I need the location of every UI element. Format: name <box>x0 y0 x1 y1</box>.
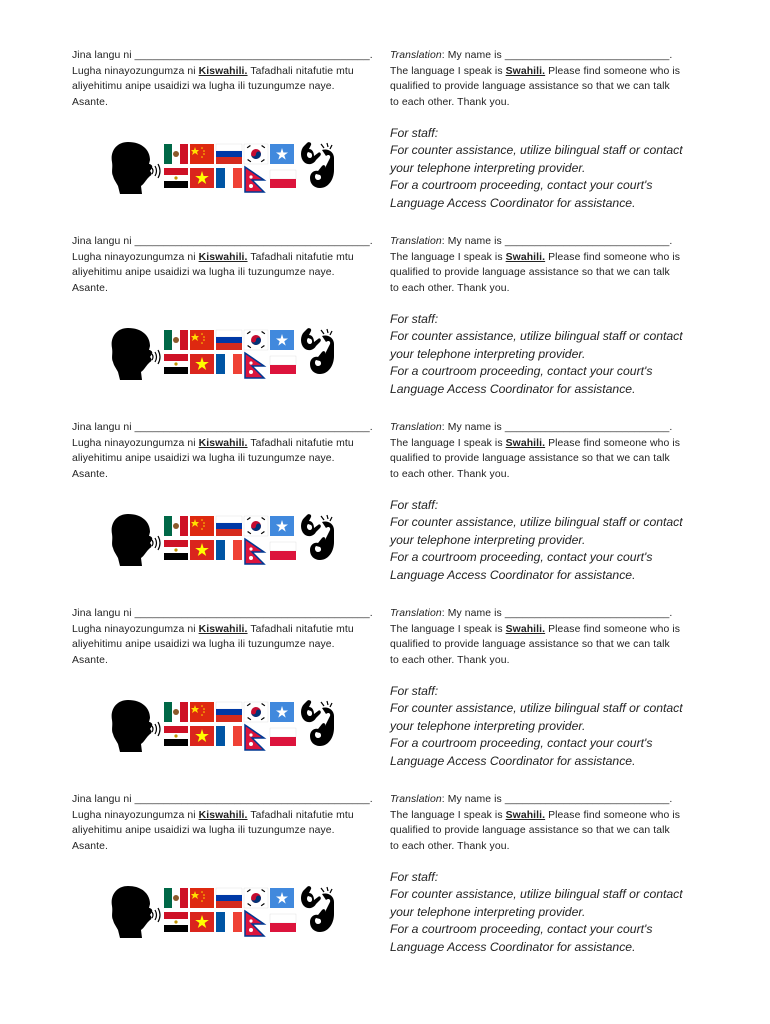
english-translation <box>390 48 710 110</box>
english-thanks: to each other. Thank you. <box>390 96 510 108</box>
swahili-request-text-2: aliyehitimu anipe usaidizi wa lugha ili tuzungumze naye. <box>72 453 335 465</box>
staff-heading: For staff: <box>390 312 439 326</box>
english-language-name: Swahili. <box>505 623 546 635</box>
sign-language-icon <box>301 142 334 188</box>
english-name-blank: ____________________________. <box>504 422 673 433</box>
sound-waves-icon <box>152 350 160 364</box>
translation-label: Translation <box>390 422 442 433</box>
english-language-name: Swahili. <box>505 65 546 77</box>
english-thanks: to each other. Thank you. <box>390 282 510 294</box>
swahili-name-blank: ________________________________________. <box>134 608 373 619</box>
english-language-label: The language I speak is <box>390 65 506 77</box>
staff-instructions <box>390 311 710 398</box>
swahili-language-name: Kiswahili. <box>198 65 248 77</box>
swahili-language-name: Kiswahili. <box>198 809 248 821</box>
sign-language-icon <box>301 328 334 374</box>
swahili-thanks: Asante. <box>72 840 108 852</box>
language-icons <box>108 884 348 940</box>
swahili-name-blank: ________________________________________. <box>134 236 373 247</box>
flag-nepal-icon <box>245 911 264 936</box>
staff-line-3: For a courtroom proceeding, contact your court's <box>390 550 653 565</box>
flag-china-icon <box>190 330 214 350</box>
swahili-request-text: Tafadhali nitafutie mtu <box>247 809 354 821</box>
sign-language-icon <box>301 886 334 932</box>
swahili-language-label: Lugha ninayozungumza ni <box>72 809 199 821</box>
flag-poland-icon <box>270 356 296 374</box>
staff-heading: For staff: <box>390 684 439 698</box>
english-name-label: : My name is <box>441 422 505 433</box>
flag-mexico-icon <box>164 702 188 722</box>
english-request-text-2: qualified to provide language assistance so that we can talk <box>390 825 670 837</box>
staff-heading: For staff: <box>390 498 439 512</box>
swahili-name-blank: ________________________________________. <box>134 422 373 433</box>
swahili-thanks: Asante. <box>72 468 108 480</box>
swahili-name-label: Jina langu ni <box>72 794 135 805</box>
english-thanks: to each other. Thank you. <box>390 840 510 852</box>
flag-nepal-icon <box>245 539 264 564</box>
english-request-text-2: qualified to provide language assistance so that we can talk <box>390 639 670 651</box>
flag-russia-icon <box>216 702 242 722</box>
swahili-name-blank: ________________________________________. <box>134 50 373 61</box>
swahili-language-label: Lugha ninayozungumza ni <box>72 65 199 77</box>
english-language-label: The language I speak is <box>390 251 506 263</box>
flag-poland-icon <box>270 914 296 932</box>
staff-line-1: For counter assistance, utilize bilingual staff or contact <box>390 329 683 344</box>
swahili-name-blank: ________________________________________. <box>134 794 373 805</box>
flag-mexico-icon <box>164 144 188 164</box>
flag-mexico-icon <box>164 888 188 908</box>
flag-egypt-icon <box>164 168 188 188</box>
flag-korea-icon <box>244 888 268 908</box>
staff-heading: For staff: <box>390 870 439 884</box>
swahili-request-text: Tafadhali nitafutie mtu <box>247 437 354 449</box>
staff-line-3: For a courtroom proceeding, contact your court's <box>390 178 653 193</box>
speaking-head-icon <box>112 886 153 938</box>
swahili-thanks: Asante. <box>72 282 108 294</box>
english-request-text-2: qualified to provide language assistance so that we can talk <box>390 453 670 465</box>
english-request-text: Please find someone who is <box>545 251 681 263</box>
staff-line-2: your telephone interpreting provider. <box>390 904 586 919</box>
swahili-language-label: Lugha ninayozungumza ni <box>72 623 199 635</box>
swahili-request-text-2: aliyehitimu anipe usaidizi wa lugha ili tuzungumze naye. <box>72 639 335 651</box>
language-card-3 <box>0 420 770 606</box>
flag-egypt-icon <box>164 726 188 746</box>
english-name-label: : My name is <box>441 608 505 619</box>
sound-waves-icon <box>152 722 160 736</box>
flag-china-icon <box>190 516 214 536</box>
flag-somalia-icon <box>270 888 294 908</box>
flag-somalia-icon <box>270 330 294 350</box>
english-name-blank: ____________________________. <box>504 50 673 61</box>
english-language-name: Swahili. <box>505 437 546 449</box>
english-name-blank: ____________________________. <box>504 236 673 247</box>
flag-france-icon <box>216 540 242 560</box>
flag-egypt-icon <box>164 354 188 374</box>
flag-china-icon <box>190 144 214 164</box>
staff-line-3: For a courtroom proceeding, contact your court's <box>390 364 653 379</box>
english-name-blank: ____________________________. <box>504 794 673 805</box>
english-request-text: Please find someone who is <box>545 809 681 821</box>
flag-poland-icon <box>270 170 296 188</box>
flag-china-icon <box>190 888 214 908</box>
flag-russia-icon <box>216 516 242 536</box>
speaking-head-icon <box>112 700 153 752</box>
english-name-label: : My name is <box>441 50 505 61</box>
flag-somalia-icon <box>270 144 294 164</box>
staff-line-2: your telephone interpreting provider. <box>390 346 586 361</box>
swahili-text <box>72 606 384 668</box>
english-request-text: Please find someone who is <box>545 437 681 449</box>
flag-france-icon <box>216 354 242 374</box>
english-language-label: The language I speak is <box>390 809 506 821</box>
swahili-request-text: Tafadhali nitafutie mtu <box>247 251 354 263</box>
english-language-label: The language I speak is <box>390 437 506 449</box>
language-card-2 <box>0 234 770 420</box>
flag-mexico-icon <box>164 330 188 350</box>
english-request-text-2: qualified to provide language assistance so that we can talk <box>390 267 670 279</box>
english-language-name: Swahili. <box>505 251 546 263</box>
flag-poland-icon <box>270 728 296 746</box>
swahili-request-text-2: aliyehitimu anipe usaidizi wa lugha ili tuzungumze naye. <box>72 825 335 837</box>
swahili-language-name: Kiswahili. <box>198 623 248 635</box>
staff-instructions <box>390 125 710 212</box>
swahili-name-label: Jina langu ni <box>72 608 135 619</box>
english-thanks: to each other. Thank you. <box>390 654 510 666</box>
english-translation <box>390 606 710 668</box>
english-translation <box>390 234 710 296</box>
staff-line-1: For counter assistance, utilize bilingual staff or contact <box>390 887 683 902</box>
english-translation <box>390 792 710 854</box>
swahili-text <box>72 420 384 482</box>
sign-language-icon <box>301 514 334 560</box>
swahili-language-name: Kiswahili. <box>198 437 248 449</box>
sound-waves-icon <box>152 164 160 178</box>
english-language-label: The language I speak is <box>390 623 506 635</box>
language-icons <box>108 326 348 382</box>
english-name-label: : My name is <box>441 794 505 805</box>
speaking-head-icon <box>112 514 153 566</box>
sound-waves-icon <box>152 536 160 550</box>
staff-instructions <box>390 683 710 770</box>
swahili-name-label: Jina langu ni <box>72 422 135 433</box>
translation-label: Translation <box>390 794 442 805</box>
staff-line-4: Language Access Coordinator for assistance. <box>390 381 636 396</box>
staff-line-2: your telephone interpreting provider. <box>390 160 586 175</box>
flag-korea-icon <box>244 144 268 164</box>
flag-korea-icon <box>244 702 268 722</box>
swahili-text <box>72 792 384 854</box>
language-card-1 <box>0 48 770 234</box>
language-icons <box>108 512 348 568</box>
translation-label: Translation <box>390 236 442 247</box>
english-request-text-2: qualified to provide language assistance so that we can talk <box>390 81 670 93</box>
language-icons <box>108 698 348 754</box>
swahili-name-label: Jina langu ni <box>72 50 135 61</box>
staff-instructions <box>390 869 710 956</box>
language-card-5 <box>0 792 770 978</box>
staff-line-1: For counter assistance, utilize bilingual staff or contact <box>390 143 683 158</box>
swahili-thanks: Asante. <box>72 96 108 108</box>
swahili-request-text: Tafadhali nitafutie mtu <box>247 623 354 635</box>
flag-korea-icon <box>244 330 268 350</box>
flag-vietnam-icon <box>190 168 214 188</box>
staff-line-4: Language Access Coordinator for assistance. <box>390 567 636 582</box>
flag-somalia-icon <box>270 516 294 536</box>
staff-line-4: Language Access Coordinator for assistance. <box>390 195 636 210</box>
swahili-text <box>72 48 384 110</box>
swahili-language-label: Lugha ninayozungumza ni <box>72 437 199 449</box>
english-request-text: Please find someone who is <box>545 65 681 77</box>
language-icons <box>108 140 348 196</box>
staff-heading: For staff: <box>390 126 439 140</box>
staff-line-4: Language Access Coordinator for assistance. <box>390 939 636 954</box>
flag-korea-icon <box>244 516 268 536</box>
english-name-label: : My name is <box>441 236 505 247</box>
flag-nepal-icon <box>245 167 264 192</box>
staff-line-1: For counter assistance, utilize bilingual staff or contact <box>390 515 683 530</box>
translation-label: Translation <box>390 50 442 61</box>
flag-russia-icon <box>216 330 242 350</box>
sound-waves-icon <box>152 908 160 922</box>
staff-line-2: your telephone interpreting provider. <box>390 532 586 547</box>
flag-egypt-icon <box>164 912 188 932</box>
flag-france-icon <box>216 726 242 746</box>
flag-russia-icon <box>216 888 242 908</box>
staff-line-3: For a courtroom proceeding, contact your court's <box>390 736 653 751</box>
english-translation <box>390 420 710 482</box>
staff-line-3: For a courtroom proceeding, contact your court's <box>390 922 653 937</box>
speaking-head-icon <box>112 328 153 380</box>
swahili-language-label: Lugha ninayozungumza ni <box>72 251 199 263</box>
flag-vietnam-icon <box>190 354 214 374</box>
english-language-name: Swahili. <box>505 809 546 821</box>
swahili-request-text: Tafadhali nitafutie mtu <box>247 65 354 77</box>
staff-line-1: For counter assistance, utilize bilingual staff or contact <box>390 701 683 716</box>
swahili-request-text-2: aliyehitimu anipe usaidizi wa lugha ili tuzungumze naye. <box>72 81 335 93</box>
flag-france-icon <box>216 912 242 932</box>
flag-china-icon <box>190 702 214 722</box>
english-name-blank: ____________________________. <box>504 608 673 619</box>
speaking-head-icon <box>112 142 153 194</box>
staff-line-2: your telephone interpreting provider. <box>390 718 586 733</box>
flag-poland-icon <box>270 542 296 560</box>
english-thanks: to each other. Thank you. <box>390 468 510 480</box>
translation-label: Translation <box>390 608 442 619</box>
swahili-language-name: Kiswahili. <box>198 251 248 263</box>
flag-nepal-icon <box>245 353 264 378</box>
flag-mexico-icon <box>164 516 188 536</box>
flag-nepal-icon <box>245 725 264 750</box>
flag-egypt-icon <box>164 540 188 560</box>
swahili-request-text-2: aliyehitimu anipe usaidizi wa lugha ili tuzungumze naye. <box>72 267 335 279</box>
flag-vietnam-icon <box>190 540 214 560</box>
staff-line-4: Language Access Coordinator for assistance. <box>390 753 636 768</box>
flag-vietnam-icon <box>190 726 214 746</box>
flag-somalia-icon <box>270 702 294 722</box>
flag-russia-icon <box>216 144 242 164</box>
sign-language-icon <box>301 700 334 746</box>
flag-france-icon <box>216 168 242 188</box>
swahili-text <box>72 234 384 296</box>
staff-instructions <box>390 497 710 584</box>
swahili-thanks: Asante. <box>72 654 108 666</box>
flag-vietnam-icon <box>190 912 214 932</box>
language-card-4 <box>0 606 770 792</box>
english-request-text: Please find someone who is <box>545 623 681 635</box>
swahili-name-label: Jina langu ni <box>72 236 135 247</box>
